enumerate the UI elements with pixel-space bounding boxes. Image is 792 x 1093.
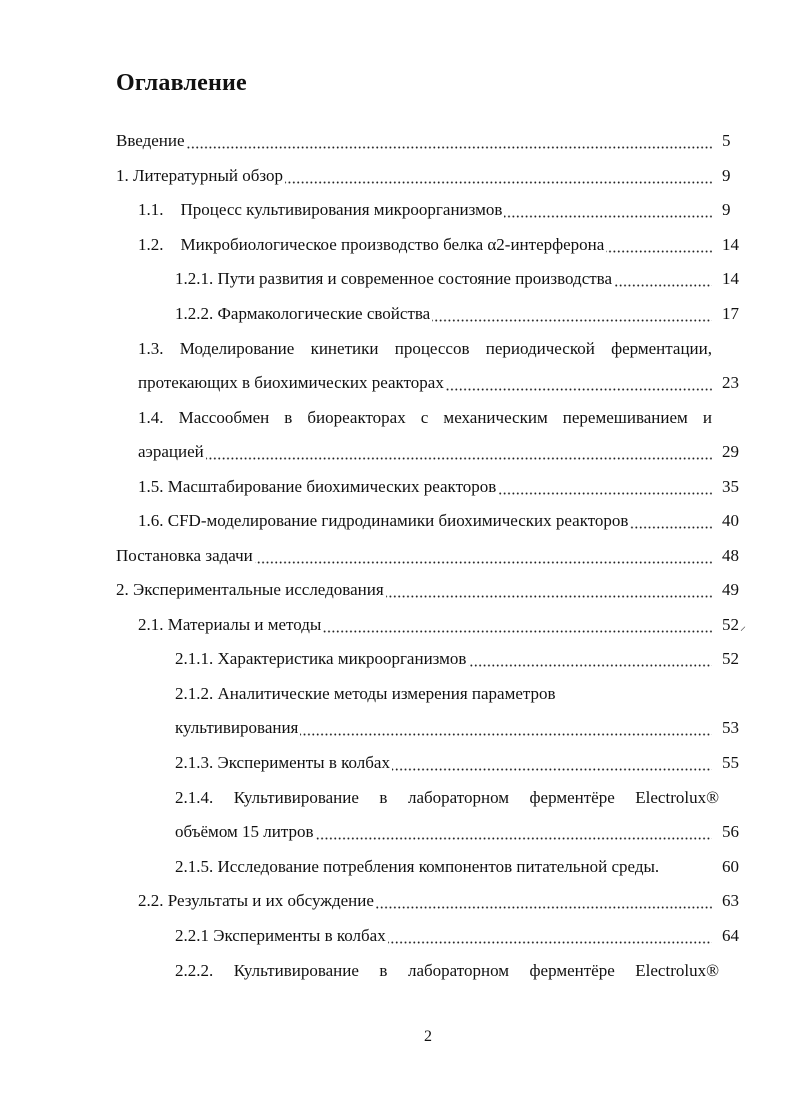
toc-entry[interactable]: [138, 508, 712, 534]
toc-entry-page: 5: [722, 131, 731, 150]
toc-entry[interactable]: [138, 888, 712, 914]
toc-entry[interactable]: [175, 301, 712, 327]
toc-entry-text: 2.1.3. Эксперименты в колбах: [175, 753, 390, 772]
toc-entry-page: 40: [722, 511, 739, 530]
toc-entry-page: 23: [722, 373, 739, 392]
toc-entry[interactable]: 2.1.4. Культивирование в лабораторном ферментёре Electrolux®: [175, 788, 719, 807]
toc-entry-page: 64: [722, 926, 739, 945]
toc-entry-text: 2.1. Материалы и методы: [138, 615, 322, 634]
toc-entry-text: 2.1.1. Характеристика микроорганизмов: [175, 649, 467, 668]
toc-entry[interactable]: [175, 819, 712, 845]
toc-entry[interactable]: [175, 646, 712, 672]
toc-entry-text: 1. Литературный обзор: [116, 166, 284, 185]
toc-entry-page: 17: [722, 304, 739, 323]
toc-entry-text: протекающих в биохимических реакторах: [138, 373, 444, 392]
toc-entry[interactable]: [175, 266, 712, 292]
toc-entry-page: 9: [722, 200, 731, 219]
toc-entry[interactable]: [138, 439, 712, 465]
toc-entry-page: 56: [722, 822, 739, 841]
page-title: Оглавление: [116, 70, 247, 96]
toc-entry[interactable]: [116, 128, 712, 154]
toc-entry[interactable]: [116, 163, 712, 189]
toc-entry[interactable]: [116, 577, 712, 603]
toc-entry-page: 14: [722, 235, 739, 254]
toc-entry-page: [722, 612, 762, 638]
toc-entry[interactable]: [138, 370, 712, 396]
toc-entry[interactable]: [175, 715, 712, 741]
toc-entry[interactable]: 1.3. Моделирование кинетики процессов периодической ферментации,: [138, 339, 712, 358]
toc-entry-text: 2.1.5. Исследование потребления компонентов питательной среды.: [175, 857, 660, 876]
toc-entry-page: 29: [722, 442, 739, 461]
toc-entry-text: Постановка задачи: [116, 546, 253, 565]
toc-entry-page-number: 52: [722, 615, 739, 634]
toc-entry[interactable]: 1.4. Массообмен в биореакторах с механическим перемешиванием и: [138, 408, 712, 427]
toc-entry-page: 53: [722, 718, 739, 737]
toc-entry-text: Введение: [116, 131, 185, 150]
toc-entry-text: 1.2.1. Пути развития и современное состояние производства: [175, 269, 613, 288]
toc-entry-text: 2. Экспериментальные исследования: [116, 580, 384, 599]
toc-entry-page: 55: [722, 753, 739, 772]
toc-entry-text: 2.2. Результаты и их обсуждение: [138, 891, 374, 910]
toc-entry[interactable]: [175, 750, 712, 776]
toc-entry-text: 1.1. Процесс культивирования микроорганизмов: [138, 200, 503, 219]
toc-entry-text: 1.2.2. Фармакологические свойства: [175, 304, 431, 323]
toc-entry-page: 48: [722, 546, 739, 565]
toc-entry-page: 14: [722, 269, 739, 288]
toc-entry[interactable]: [138, 232, 712, 258]
toc-entry-text: 2.2.1 Эксперименты в колбах: [175, 926, 386, 945]
toc-entry-page: 63: [722, 891, 739, 910]
toc-entry[interactable]: [116, 543, 712, 569]
toc-entry-text: аэрацией: [138, 442, 204, 461]
handwritten-mark: ⸝: [740, 619, 747, 633]
toc-entry[interactable]: 2.1.2. Аналитические методы измерения параметров: [175, 684, 556, 703]
toc-entry[interactable]: 2.2.2. Культивирование в лабораторном ферментёре Electrolux®: [175, 961, 719, 980]
toc-entry-page: 49: [722, 580, 739, 599]
toc-entry[interactable]: [138, 197, 712, 223]
toc-entry-text: объёмом 15 литров: [175, 822, 314, 841]
toc-entry-text: 1.5. Масштабирование биохимических реакторов: [138, 477, 497, 496]
page-number: 2: [424, 1028, 432, 1045]
toc-entry[interactable]: [138, 612, 712, 638]
toc-entry-page: 35: [722, 477, 739, 496]
toc-entry[interactable]: [175, 923, 712, 949]
toc-entry-text: 1.2. Микробиологическое производство белка α2-интерферона: [138, 235, 605, 254]
toc-entry-page: 9: [722, 166, 731, 185]
toc-entry-page: 52: [722, 649, 739, 668]
toc-entry[interactable]: [175, 854, 712, 880]
toc-entry-page: 60: [722, 857, 739, 876]
toc-entry-text: 1.6. CFD-моделирование гидродинамики биохимических реакторов: [138, 511, 629, 530]
toc-entry[interactable]: [138, 474, 712, 500]
toc-entry-text: культивирования: [175, 718, 299, 737]
